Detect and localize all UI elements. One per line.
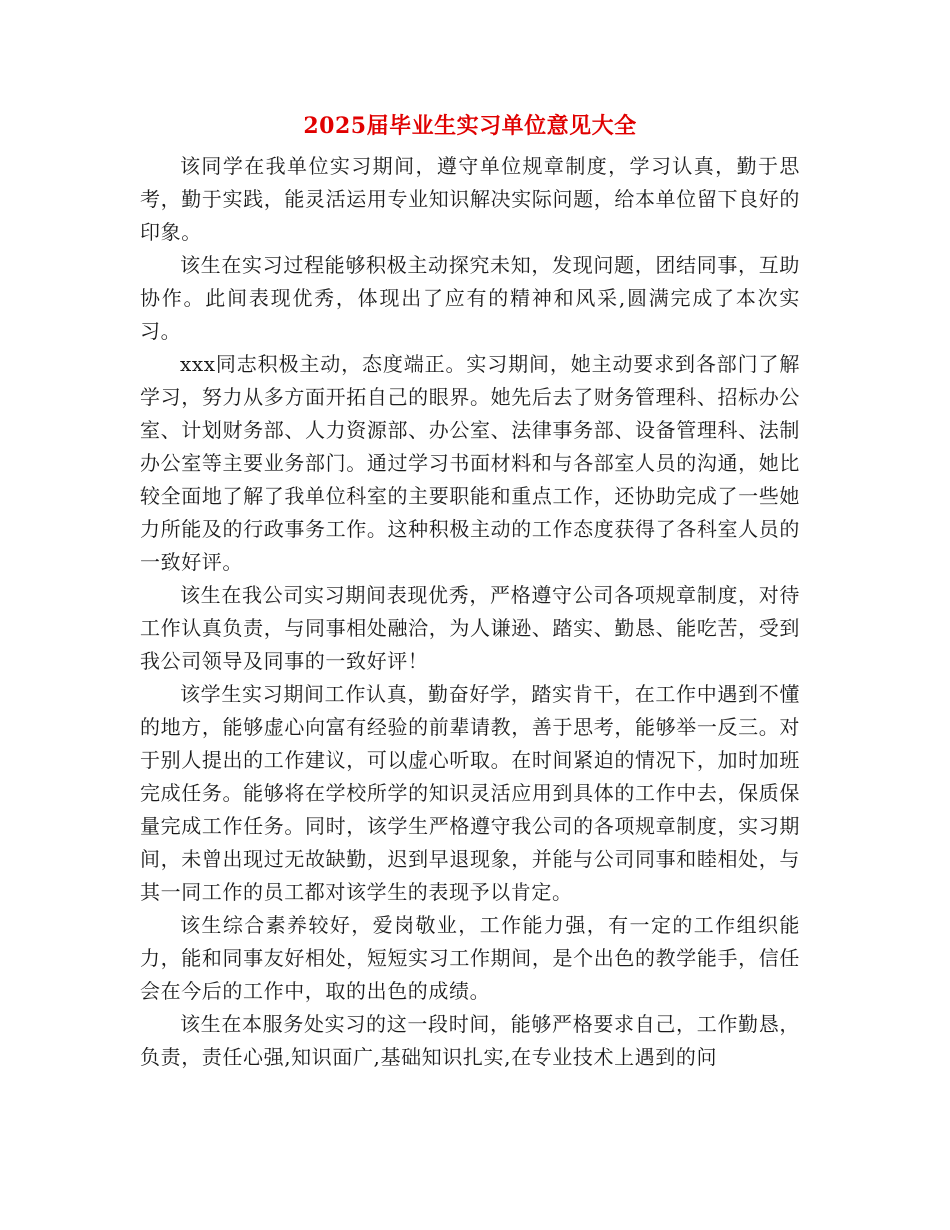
paragraph-3: xxx同志积极主动，态度端正。实习期间，她主动要求到各部门了解学习，努力从多方面开拓自己的眼界。她先后去了财务管理科、招标办公室、计划财务部、人力资源部、办公室、法律事务部、设备管理科、法制办公室等主要业务部门。通过学习书面材料和与各部室人员的沟通，她比较全面地了解了我单位科室的主要职能和重点工作，还协助完成了一些她力所能及的行政事务工作。这种积极主动的工作态度获得了各科室人员的一致好评。 — [140, 352, 800, 574]
paragraph-2: 该生在实习过程能够积极主动探究未知，发现问题，团结同事，互助协作。此间表现优秀，体现出了应有的精神和风采,圆满完成了本次实习。 — [140, 253, 800, 343]
paragraph-1: 该同学在我单位实习期间，遵守单位规章制度，学习认真，勤于思考，勤于实践，能灵活运用专业知识解决实际问题，给本单位留下良好的印象。 — [140, 154, 800, 244]
paragraph-5: 该学生实习期间工作认真，勤奋好学，踏实肯干，在工作中遇到不懂的地方，能够虚心向富有经验的前辈请教，善于思考，能够举一反三。对于别人提出的工作建议，可以虚心听取。在时间紧迫的情况下，加时加班完成任务。能够将在学校所学的知识灵活应用到具体的工作中去，保质保量完成工作任务。同时，该学生严格遵守我公司的各项规章制度，实习期间，未曾出现过无故缺勤，迟到早退现象，并能与公司同事和睦相处，与其一同工作的员工都对该学生的表现予以肯定。 — [140, 682, 800, 904]
paragraph-6: 该生综合素养较好，爱岗敬业，工作能力强，有一定的工作组织能力，能和同事友好相处，短短实习工作期间，是个出色的教学能手，信任会在今后的工作中，取的出色的成绩。 — [140, 913, 800, 1003]
document-title: 2025届毕业生实习单位意见大全 — [303, 113, 637, 139]
paragraph-4: 该生在我公司实习期间表现优秀，严格遵守公司各项规章制度，对待工作认真负责，与同事相处融洽，为人谦逊、踏实、勤恳、能吃苦，受到我公司领导及同事的一致好评！ — [140, 583, 800, 673]
document-page — [140, 108, 800, 1074]
paragraph-7: 该生在本服务处实习的这一段时间，能够严格要求自己，工作勤恳，负责，责任心强,知识面广,基础知识扎实,在专业技术上遇到的问 — [140, 1012, 800, 1069]
